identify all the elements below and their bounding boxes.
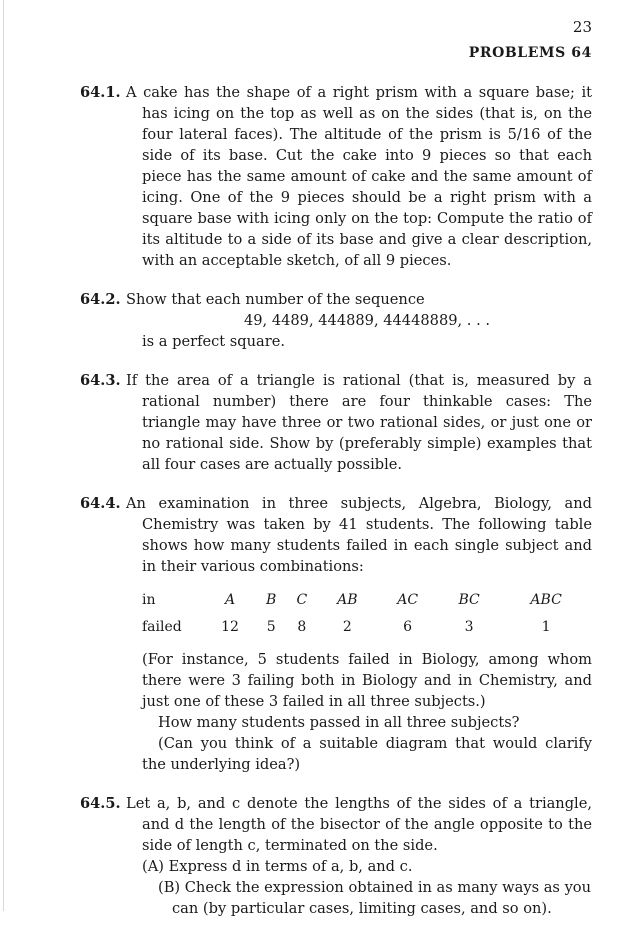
diagram-hint: (Can you think of a suitable diagram that would clarify the underlying idea?) — [142, 735, 592, 773]
problem-number: 64.4. — [80, 495, 121, 512]
failure-table — [142, 587, 592, 641]
table-row — [142, 614, 592, 641]
number-sequence: 49, 4489, 444889, 44448889, . . . — [243, 312, 490, 329]
problem-text: Let a, b, and c denote the lengths of the sides of a triangle, and d the length of the bisector of the angle opposite to the side of length c, terminated on the side. — [126, 795, 592, 854]
part-b: (B) Check the expression obtained in as many ways as you can (by particular cases, limiting cases, and so on). — [158, 879, 591, 917]
table-cell: ABC — [530, 592, 562, 608]
problem-64-1 — [80, 82, 592, 271]
table-row-label: in — [142, 592, 156, 608]
problem-text: A cake has the shape of a right prism with a square base; it has icing on the top as well as on the sides (that is, on the four lateral faces). The altitude of the prism is 5/16 of the side of its base. Cut the cake into 9 pieces so that each piece has the same amount of cake and the same amount of icing. One of the 9 pieces should be a right prism with a square base with icing only on the top: Compute the ratio of its altitude to a side of its base and give a clear description, with an acceptable sketch, of all 9 pieces. — [126, 84, 592, 269]
page-edge-line — [3, 0, 4, 911]
table-cell: 3 — [464, 619, 474, 635]
problem-64-2 — [80, 289, 592, 352]
problem-number: 64.1. — [80, 84, 121, 101]
problem-64-3 — [80, 370, 592, 475]
part-a: (A) Express d in terms of a, b, and c. — [142, 858, 413, 875]
table-row — [142, 587, 592, 614]
problem-intro: Show that each number of the sequence — [126, 291, 425, 308]
table-cell: 12 — [221, 619, 239, 635]
problem-64-5 — [80, 793, 592, 919]
table-cell: 8 — [297, 619, 307, 635]
table-cell: B — [266, 592, 277, 608]
table-cell: AB — [337, 592, 358, 608]
table-cell: 2 — [342, 619, 352, 635]
problem-number: 64.2. — [80, 291, 121, 308]
problem-text: If the area of a triangle is rational (that is, measured by a rational number) there are four thinkable cases: The triangle may have three or two rational sides, or just one or no rational side. Show by (preferably simple) examples that all four cases are actually possible. — [126, 372, 592, 473]
problem-question: How many students passed in all three subjects? — [158, 714, 520, 731]
table-row-label: failed — [142, 619, 182, 635]
problem-text: An examination in three subjects, Algebra, Biology, and Chemistry was taken by 41 students. The following table shows how many students failed in each single subject and in their various combinations: — [126, 495, 592, 575]
problem-number: 64.3. — [80, 372, 121, 389]
table-cell: 6 — [403, 619, 413, 635]
table-cell: BC — [458, 592, 480, 608]
table-cell: A — [224, 592, 236, 608]
problem-number: 64.5. — [80, 795, 121, 812]
table-cell: C — [296, 592, 308, 608]
running-head: PROBLEMS 64 — [468, 45, 592, 61]
table-cell: 1 — [541, 619, 551, 635]
page-number: 23 — [572, 18, 592, 36]
table-cell: 5 — [266, 619, 276, 635]
problem-outro: is a perfect square. — [142, 333, 285, 350]
table-cell: AC — [397, 592, 419, 608]
problem-64-4 — [80, 493, 592, 775]
problems-list — [80, 82, 592, 937]
problem-note: (For instance, 5 students failed in Biology, among whom there were 3 failing both in Biology and in Chemistry, and just one of these 3 failed in all three subjects.) — [142, 651, 592, 710]
